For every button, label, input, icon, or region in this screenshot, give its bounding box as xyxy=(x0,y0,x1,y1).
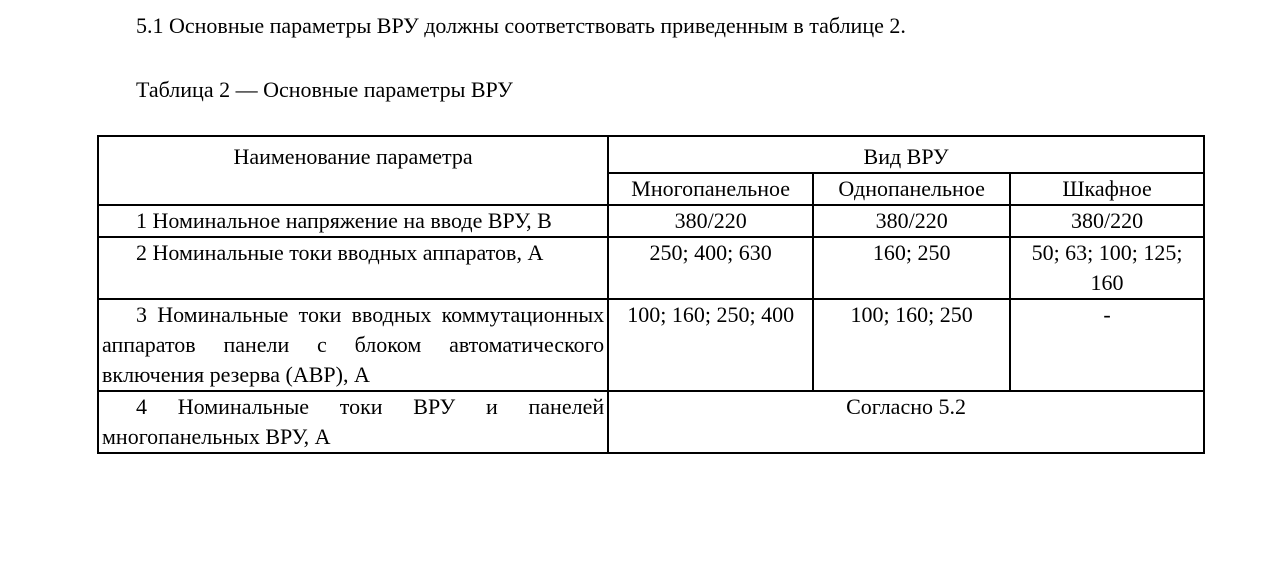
parameters-table xyxy=(97,135,1205,454)
header-vru-type: Вид ВРУ xyxy=(608,136,1204,173)
row-4-name: 4 Номинальные токи ВРУ и панелей многопанельных ВРУ, А xyxy=(98,391,608,453)
row-1-cabinet: 380/220 xyxy=(1010,205,1204,237)
table-row xyxy=(98,237,1204,299)
row-2-cabinet: 50; 63; 100; 125; 160 xyxy=(1010,237,1204,299)
row-3-multipanel: 100; 160; 250; 400 xyxy=(608,299,813,391)
row-4-merged-value: Согласно 5.2 xyxy=(608,391,1204,453)
row-1-multipanel: 380/220 xyxy=(608,205,813,237)
table-row xyxy=(98,205,1204,237)
row-2-name: 2 Номинальные токи вводных аппаратов, А xyxy=(98,237,608,299)
column-header-multipanel: Многопанельное xyxy=(608,173,813,205)
row-1-name: 1 Номинальное напряжение на вводе ВРУ, В xyxy=(98,205,608,237)
row-1-singlepanel: 380/220 xyxy=(813,205,1010,237)
table-header-row xyxy=(98,136,1204,173)
row-2-multipanel: 250; 400; 630 xyxy=(608,237,813,299)
row-2-singlepanel: 160; 250 xyxy=(813,237,1010,299)
row-3-cabinet: - xyxy=(1010,299,1204,391)
row-3-singlepanel: 100; 160; 250 xyxy=(813,299,1010,391)
column-header-singlepanel: Однопанельное xyxy=(813,173,1010,205)
table-row xyxy=(98,299,1204,391)
column-header-cabinet: Шкафное xyxy=(1010,173,1204,205)
header-param-name: Наименование параметра xyxy=(98,136,608,205)
paragraph-5-1: 5.1 Основные параметры ВРУ должны соответствовать приведенным в таблице 2. xyxy=(136,13,906,38)
table-row xyxy=(98,391,1204,453)
table-caption: Таблица 2 — Основные параметры ВРУ xyxy=(136,77,513,102)
row-3-name: 3 Номинальные токи вводных коммутационных аппаратов панели с блоком автоматического включения резерва (АВР), А xyxy=(98,299,608,391)
